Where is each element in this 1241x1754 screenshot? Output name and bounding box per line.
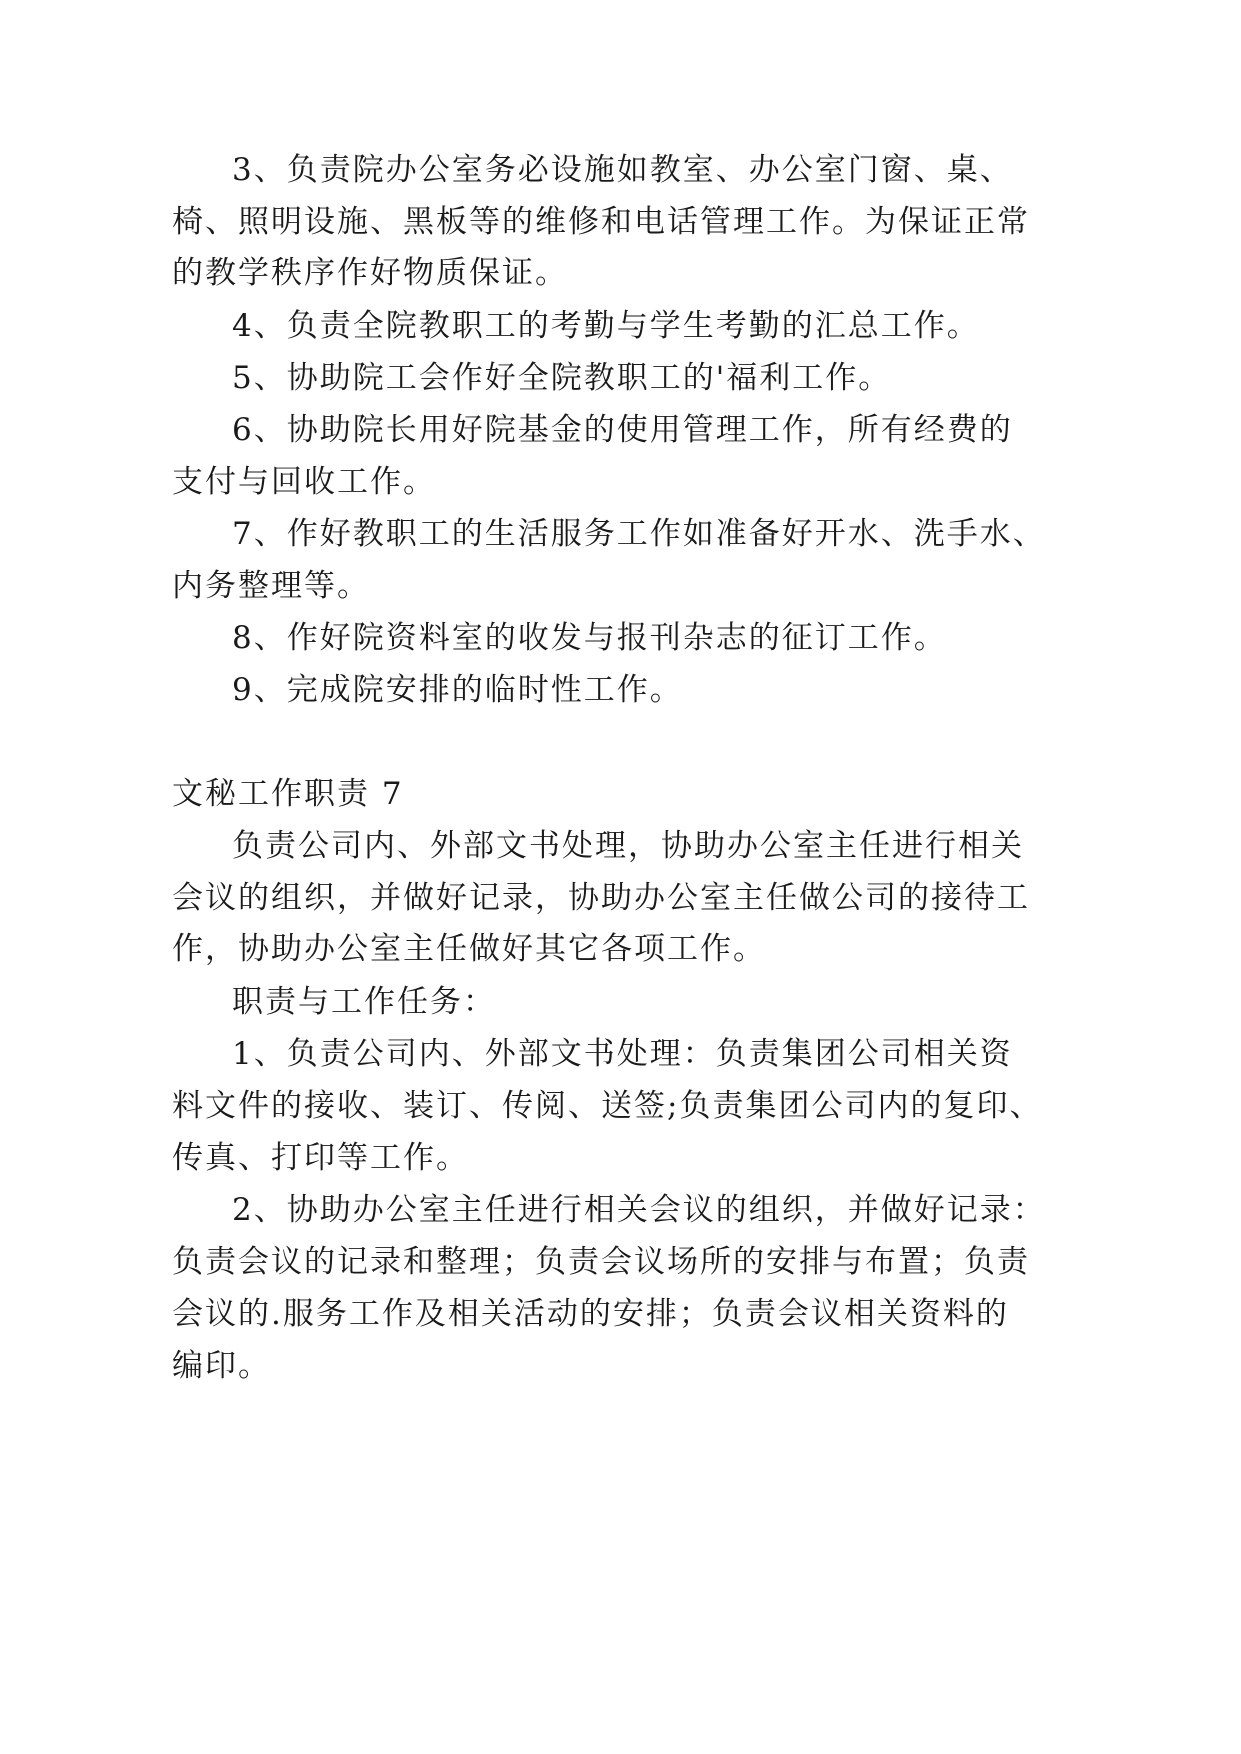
duty-item-2-line-1: 2、协助办公室主任进行相关会议的组织，并做好记录：: [232, 1192, 1046, 1228]
intro-line-1: 负责公司内、外部文书处理，协助办公室主任进行相关: [232, 828, 1024, 864]
paragraph-item-9: 9、完成院安排的临时性工作。: [232, 672, 683, 708]
intro-line-3: 作，协助办公室主任做好其它各项工作。: [172, 931, 766, 967]
section-heading: 文秘工作职责 7: [172, 776, 404, 812]
paragraph-item-3-line-3: 的教学秩序作好物质保证。: [172, 255, 568, 291]
duty-item-1-line-3: 传真、打印等工作。: [172, 1140, 469, 1176]
paragraph-item-8: 8、作好院资料室的收发与报刊杂志的征订工作。: [232, 620, 947, 656]
paragraph-item-5: 5、协助院工会作好全院教职工的'福利工作。: [232, 360, 892, 396]
paragraph-item-6-line-2: 支付与回收工作。: [172, 464, 436, 500]
paragraph-item-6-line-1: 6、协助院长用好院基金的使用管理工作，所有经费的: [232, 412, 1013, 448]
paragraph-item-7-line-1: 7、作好教职工的生活服务工作如准备好开水、洗手水、: [232, 516, 1046, 552]
paragraph-item-3-line-2: 椅、照明设施、黑板等的维修和电话管理工作。为保证正常: [172, 204, 1030, 240]
duty-item-2-line-2: 负责会议的记录和整理；负责会议场所的安排与布置；负责: [172, 1244, 1030, 1280]
duty-item-1-line-1: 1、负责公司内、外部文书处理：负责集团公司相关资: [232, 1036, 1013, 1072]
paragraph-item-7-line-2: 内务整理等。: [172, 568, 370, 604]
duty-item-2-line-3: 会议的.服务工作及相关活动的安排；负责会议相关资料的: [172, 1296, 1009, 1332]
duty-item-1-line-2: 料文件的接收、装订、传阅、送签;负责集团公司内的复印、: [172, 1088, 1043, 1124]
intro-line-2: 会议的组织，并做好记录，协助办公室主任做公司的接待工: [172, 880, 1030, 916]
paragraph-item-4: 4、负责全院教职工的考勤与学生考勤的汇总工作。: [232, 308, 980, 344]
subheading: 职责与工作任务：: [232, 984, 496, 1020]
paragraph-item-3-line-1: 3、负责院办公室务必设施如教室、办公室门窗、桌、: [232, 152, 1013, 188]
duty-item-2-line-4: 编印。: [172, 1348, 271, 1384]
